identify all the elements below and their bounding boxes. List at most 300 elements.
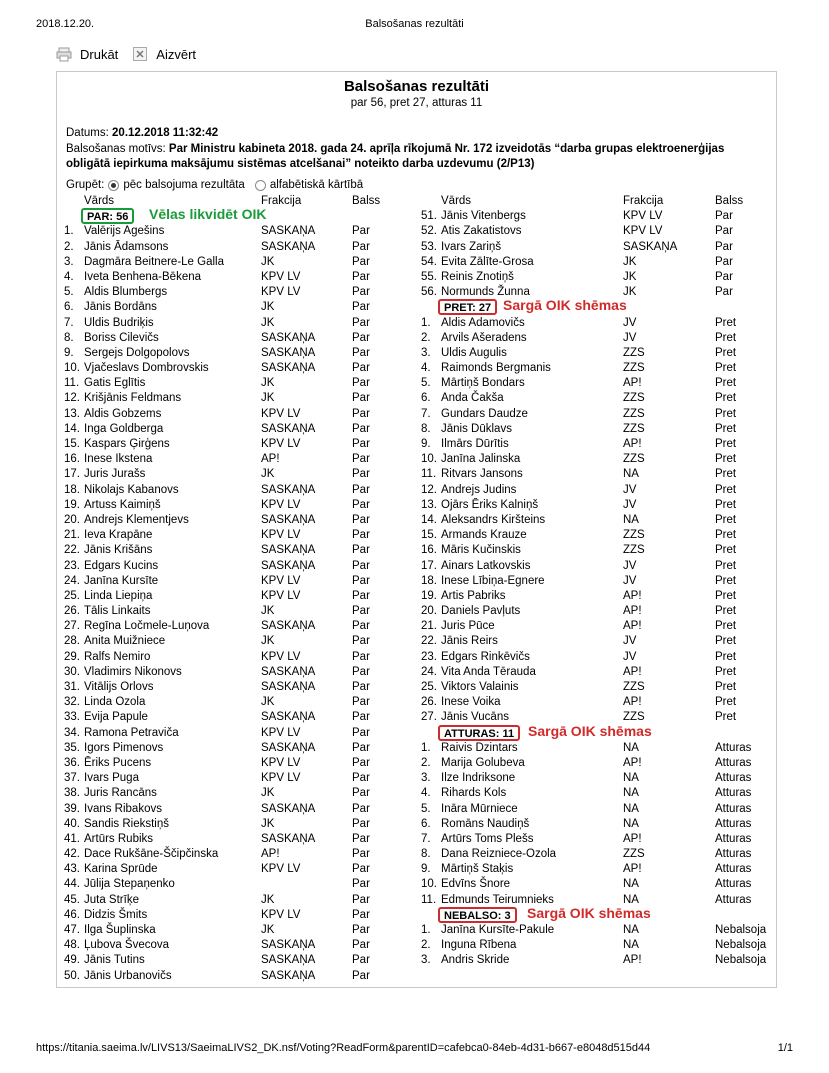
row-vote: Par [352, 453, 370, 466]
print-button[interactable] [56, 46, 118, 62]
row-faction: ZZS [623, 544, 645, 557]
row-number: 33. [64, 711, 80, 724]
par-badge: PAR: 56 [81, 208, 134, 224]
date-value: 20.12.2018 11:32:42 [112, 127, 219, 139]
row-vote: Par [352, 513, 370, 526]
row-vote: Par [715, 255, 733, 268]
row-name: Inga Goldberga [84, 422, 164, 435]
atturas-section-row [419, 722, 774, 741]
row-number: 9. [64, 346, 74, 359]
vote-row [62, 361, 407, 376]
row-vote: Pret [715, 681, 737, 693]
row-number: 35. [64, 741, 80, 754]
row-number: 4. [421, 787, 431, 800]
row-number: 8. [421, 848, 431, 861]
row-number: 14. [421, 513, 437, 526]
row-vote: Pret [715, 620, 737, 633]
col-name-header: Vārds [84, 195, 115, 207]
vote-row [419, 680, 774, 695]
row-number: 11. [421, 893, 437, 906]
row-number: 28. [64, 635, 80, 648]
vote-row [62, 422, 407, 437]
row-name: Marija Golubeva [441, 756, 525, 769]
vote-motive [66, 142, 771, 172]
row-faction: JK [261, 817, 275, 830]
row-name: Jānis Urbanovičs [84, 969, 172, 982]
vote-row [62, 452, 407, 467]
vote-row [419, 802, 774, 817]
row-name: Boriss Cilevičs [84, 331, 159, 344]
row-faction: KPV LV [261, 407, 301, 420]
row-name: Mārtiņš Staķis [441, 863, 514, 876]
row-vote: Par [352, 711, 370, 724]
vote-row [62, 847, 407, 862]
row-number: 13. [64, 407, 80, 420]
row-number: 18. [421, 574, 437, 587]
row-name: Linda Liepiņa [84, 589, 153, 602]
row-name: Mārtiņš Bondars [441, 377, 525, 390]
row-faction: NA [623, 787, 639, 800]
row-faction: JV [623, 316, 637, 329]
row-name: Inese Lībiņa-Egnere [441, 574, 545, 587]
vote-row [419, 331, 774, 346]
row-number: 1. [421, 316, 431, 329]
row-number: 56. [421, 286, 437, 299]
row-faction: SASKAŅA [261, 969, 316, 982]
row-vote: Par [352, 589, 370, 602]
row-name: Didzis Šmits [84, 908, 148, 921]
row-vote: Par [352, 225, 370, 238]
close-label: Aizvērt [156, 46, 197, 62]
row-vote: Par [352, 696, 370, 709]
row-number: 44. [64, 878, 80, 891]
row-name: Ļubova Švecova [84, 939, 170, 952]
row-name: Atis Zakatistovs [441, 225, 522, 238]
row-faction: KPV LV [261, 270, 301, 283]
row-vote: Par [715, 225, 733, 238]
vote-row [419, 695, 774, 710]
col-vote-header: Balss [352, 195, 381, 207]
row-name: Evija Papule [84, 711, 148, 724]
row-number: 23. [421, 650, 437, 663]
row-vote: Atturas [715, 817, 752, 830]
row-number: 18. [64, 483, 80, 496]
row-faction: AP! [261, 453, 280, 466]
row-faction: AP! [623, 863, 642, 876]
nebalso-section-row [419, 904, 774, 923]
row-vote: Par [352, 316, 370, 329]
row-vote: Pret [715, 589, 737, 602]
vote-row [419, 255, 774, 270]
row-faction: KPV LV [261, 726, 301, 739]
row-faction: NA [623, 741, 639, 754]
row-vote: Par [352, 544, 370, 557]
row-vote: Pret [715, 574, 737, 587]
row-name: Kaspars Ģirģens [84, 438, 170, 450]
row-number: 12. [421, 483, 437, 496]
row-faction: SASKAŅA [261, 346, 316, 359]
row-name: Māris Kučinskis [441, 544, 521, 557]
row-faction: KPV LV [261, 908, 301, 921]
row-name: Jānis Krišāns [84, 544, 153, 557]
vote-row [419, 543, 774, 558]
row-vote: Atturas [715, 832, 752, 845]
row-faction: SASKAŅA [261, 544, 316, 557]
vote-row [419, 847, 774, 862]
row-vote: Par [352, 848, 370, 861]
group-opt1: pēc balsojuma rezultāta [123, 179, 245, 191]
vote-row [62, 969, 407, 984]
row-name: Janīna Kursīte [84, 574, 159, 587]
row-number: 25. [64, 589, 80, 602]
row-name: Ivars Puga [84, 772, 139, 785]
row-name: Raivis Dzintars [441, 741, 518, 754]
row-name: Valērijs Agešins [84, 225, 165, 238]
group-opt2: alfabētiskā kārtībā [269, 179, 364, 191]
row-name: Aldis Gobzems [84, 407, 162, 420]
row-faction: JK [261, 635, 275, 648]
row-faction: SASKAŅA [261, 331, 316, 344]
row-vote: Par [352, 665, 370, 678]
vote-row [419, 422, 774, 437]
row-name: Armands Krauze [441, 529, 527, 542]
vote-row [62, 953, 407, 968]
row-name: Daniels Pavļuts [441, 605, 521, 618]
vote-row [419, 316, 774, 331]
row-name: Edgars Kucins [84, 559, 159, 572]
vote-row [62, 695, 407, 710]
row-number: 26. [64, 605, 80, 618]
vote-row [419, 209, 774, 224]
vote-row [419, 376, 774, 391]
vote-row [62, 240, 407, 255]
row-faction: NA [623, 924, 639, 936]
row-faction: JK [261, 377, 275, 390]
row-name: Ritvars Jansons [441, 468, 523, 481]
row-vote: Par [352, 924, 370, 936]
vote-row [62, 604, 407, 619]
row-vote: Pret [715, 696, 737, 709]
row-vote: Par [352, 878, 370, 891]
vote-row [62, 634, 407, 649]
row-faction: SASKAŅA [261, 665, 316, 678]
row-name: Juris Jurašs [84, 468, 146, 481]
row-vote: Par [352, 605, 370, 618]
vote-row [62, 498, 407, 513]
print-header [36, 18, 793, 34]
row-number: 38. [64, 787, 80, 800]
row-vote: Par [352, 650, 370, 663]
vote-row [419, 513, 774, 528]
row-vote: Pret [715, 605, 737, 618]
row-vote: Par [352, 392, 370, 405]
vote-row [419, 877, 774, 892]
row-number: 34. [64, 726, 80, 739]
row-number: 1. [64, 225, 74, 238]
row-name: Inguna Rībena [441, 939, 517, 952]
vote-row [419, 604, 774, 619]
row-name: Janīna Jalinska [441, 453, 521, 466]
vote-row [62, 756, 407, 771]
row-vote: Pret [715, 453, 737, 466]
vote-row [419, 923, 774, 938]
row-faction: JV [623, 483, 637, 496]
vote-row [419, 498, 774, 513]
row-number: 20. [64, 513, 80, 526]
vote-row [419, 467, 774, 482]
row-number: 27. [421, 711, 437, 724]
row-vote: Par [352, 529, 370, 542]
vote-row [419, 224, 774, 239]
row-faction: SASKAŅA [261, 362, 316, 375]
row-number: 5. [421, 802, 431, 815]
row-vote: Pret [715, 316, 737, 329]
row-vote: Par [352, 377, 370, 390]
vote-row [419, 528, 774, 543]
row-faction: SASKAŅA [261, 559, 316, 572]
row-name: Anita Muižniece [84, 635, 166, 648]
row-name: Aleksandrs Kiršteins [441, 513, 546, 526]
row-faction: AP! [623, 954, 642, 967]
row-vote: Pret [715, 377, 737, 390]
row-number: 39. [64, 802, 80, 815]
row-faction: SASKAŅA [261, 225, 316, 238]
results-summary: par 56, pret 27, atturas 11 [350, 97, 483, 109]
row-faction: NA [623, 939, 639, 952]
row-number: 2. [64, 240, 74, 253]
row-vote: Par [352, 772, 370, 785]
row-vote: Par [352, 787, 370, 800]
vote-row [419, 953, 774, 968]
vote-row [419, 574, 774, 589]
vote-row [62, 483, 407, 498]
vote-row [62, 680, 407, 695]
col-name-header-right: Vārds [441, 195, 472, 207]
vote-row [62, 543, 407, 558]
row-name: Andris Skride [441, 954, 510, 967]
row-vote: Pret [715, 392, 737, 405]
row-faction: KPV LV [261, 529, 301, 542]
row-faction: SASKAŅA [261, 513, 316, 526]
row-name: Nikolajs Kabanovs [84, 483, 179, 496]
row-faction: ZZS [623, 362, 645, 375]
vote-row [62, 255, 407, 270]
row-faction: JK [261, 255, 275, 268]
vote-row [419, 634, 774, 649]
row-vote: Par [715, 270, 733, 283]
close-button[interactable] [132, 46, 196, 62]
row-name: Gundars Daudze [441, 407, 528, 420]
row-vote: Nebalsoja [715, 924, 767, 936]
row-vote: Par [352, 483, 370, 496]
row-number: 12. [64, 392, 80, 405]
row-faction: AP! [623, 832, 642, 845]
vote-row [419, 452, 774, 467]
pret-section-row [419, 297, 774, 315]
row-faction: SASKAŅA [623, 240, 678, 253]
vote-row [419, 832, 774, 847]
row-name: Jānis Reirs [441, 635, 498, 648]
page-number: 1/1 [777, 1042, 793, 1054]
row-faction: JV [623, 331, 637, 344]
row-faction: JK [261, 696, 275, 709]
row-faction: ZZS [623, 407, 645, 420]
row-name: Normunds Žunna [441, 286, 530, 299]
row-name: Linda Ozola [84, 696, 146, 709]
vote-row [62, 771, 407, 786]
row-number: 40. [64, 817, 80, 830]
vote-row [62, 346, 407, 361]
col-faction-header: Frakcija [261, 195, 302, 207]
row-vote: Pret [715, 559, 737, 572]
row-name: Janīna Kursīte-Pakule [441, 924, 555, 936]
row-name: Juta Strīķe [84, 893, 139, 906]
row-number: 54. [421, 255, 437, 268]
row-vote: Par [352, 574, 370, 587]
row-faction: JK [261, 301, 275, 314]
row-name: Ināra Mūrniece [441, 802, 518, 815]
par-section-row [62, 206, 407, 224]
row-number: 48. [64, 939, 80, 952]
row-vote: Par [352, 270, 370, 283]
vote-row [62, 619, 407, 634]
row-vote: Atturas [715, 878, 752, 891]
row-name: Edmunds Teirumnieks [441, 893, 554, 906]
right-column [419, 194, 774, 969]
row-vote: Atturas [715, 741, 752, 754]
pret-annotation: Sargā OIK shēmas [503, 297, 627, 314]
vote-row [62, 710, 407, 725]
row-faction: SASKAŅA [261, 422, 316, 435]
row-number: 43. [64, 863, 80, 876]
row-faction: ZZS [623, 529, 645, 542]
row-name: Viktors Valainis [441, 681, 519, 693]
row-name: Ieva Krapāne [84, 529, 153, 542]
row-number: 55. [421, 270, 437, 283]
vote-row [62, 376, 407, 391]
right-header-row [419, 194, 774, 209]
par-annotation: Vēlas likvidēt OIK [149, 206, 267, 223]
vote-row [62, 893, 407, 908]
row-number: 4. [64, 270, 74, 283]
row-vote: Par [352, 635, 370, 648]
row-faction: JK [261, 924, 275, 936]
row-faction: NA [623, 772, 639, 785]
row-name: Ēriks Pucens [84, 756, 152, 769]
row-name: Ainars Latkovskis [441, 559, 531, 572]
results-panel [56, 71, 777, 988]
vote-row [419, 346, 774, 361]
group-label: Grupēt: [66, 179, 105, 191]
row-number: 53. [421, 240, 437, 253]
radio-alphabetical[interactable] [255, 180, 266, 191]
row-number: 6. [421, 817, 431, 830]
row-number: 14. [64, 422, 80, 435]
vote-date [66, 127, 218, 139]
row-faction: AP! [623, 620, 642, 633]
row-faction: SASKAŅA [261, 240, 316, 253]
row-vote: Par [352, 620, 370, 633]
row-faction: KPV LV [261, 574, 301, 587]
nebalso-annotation: Sargā OIK shēmas [527, 904, 651, 921]
row-number: 11. [64, 377, 80, 390]
row-name: Ilga Šuplinska [84, 924, 156, 936]
row-faction: ZZS [623, 711, 645, 724]
row-number: 13. [421, 498, 437, 511]
row-faction: JK [261, 392, 275, 405]
row-number: 5. [421, 377, 431, 390]
row-number: 2. [421, 331, 431, 344]
vote-row [62, 559, 407, 574]
row-name: Ivans Ribakovs [84, 802, 162, 815]
vote-row [419, 361, 774, 376]
row-number: 42. [64, 848, 80, 861]
row-name: Evita Zālīte-Grosa [441, 255, 534, 268]
row-number: 3. [64, 255, 74, 268]
row-number: 9. [421, 863, 431, 876]
vote-row [419, 862, 774, 877]
row-name: Ilmārs Dūrītis [441, 438, 509, 450]
radio-by-result[interactable] [108, 180, 119, 191]
row-name: Rihards Kols [441, 787, 507, 800]
row-number: 16. [421, 544, 437, 557]
row-number: 10. [421, 878, 437, 891]
row-vote: Par [352, 681, 370, 693]
row-name: Krišjānis Feldmans [84, 392, 182, 405]
row-vote: Par [352, 255, 370, 268]
row-name: Jānis Bordāns [84, 301, 157, 314]
row-name: Andrejs Judins [441, 483, 517, 496]
row-faction: SASKAŅA [261, 741, 316, 754]
row-number: 41. [64, 832, 80, 845]
vote-row [62, 300, 407, 315]
row-faction: NA [623, 893, 639, 906]
results-title: Balsošanas rezultāti [343, 78, 490, 95]
row-vote: Pret [715, 650, 737, 663]
vote-row [419, 650, 774, 665]
row-faction: JK [623, 286, 637, 299]
row-number: 7. [64, 316, 74, 329]
left-column [62, 194, 407, 984]
row-number: 52. [421, 225, 437, 238]
row-number: 16. [64, 453, 80, 466]
row-faction: SASKAŅA [261, 483, 316, 496]
row-number: 45. [64, 893, 80, 906]
row-number: 17. [421, 559, 437, 572]
row-name: Uldis Augulis [441, 346, 507, 359]
row-vote: Pret [715, 362, 737, 375]
row-name: Arvils Ašeradens [441, 331, 527, 344]
row-vote: Atturas [715, 802, 752, 815]
row-number: 8. [421, 422, 431, 435]
row-number: 36. [64, 756, 80, 769]
vote-row [419, 665, 774, 680]
row-number: 46. [64, 908, 80, 921]
row-faction: KPV LV [261, 756, 301, 769]
vote-row [62, 285, 407, 300]
vote-row [419, 817, 774, 832]
vote-row [62, 938, 407, 953]
row-faction: JK [623, 255, 637, 268]
row-name: Jānis Ādamsons [84, 240, 169, 253]
print-date: 2018.12.20. [36, 18, 95, 30]
row-name: Vita Anda Tērauda [441, 665, 536, 678]
row-name: Edgars Rinkēvičs [441, 650, 530, 663]
row-faction: NA [623, 513, 639, 526]
row-name: Andrejs Klementjevs [84, 513, 189, 526]
vote-row [419, 771, 774, 786]
vote-row [62, 391, 407, 406]
